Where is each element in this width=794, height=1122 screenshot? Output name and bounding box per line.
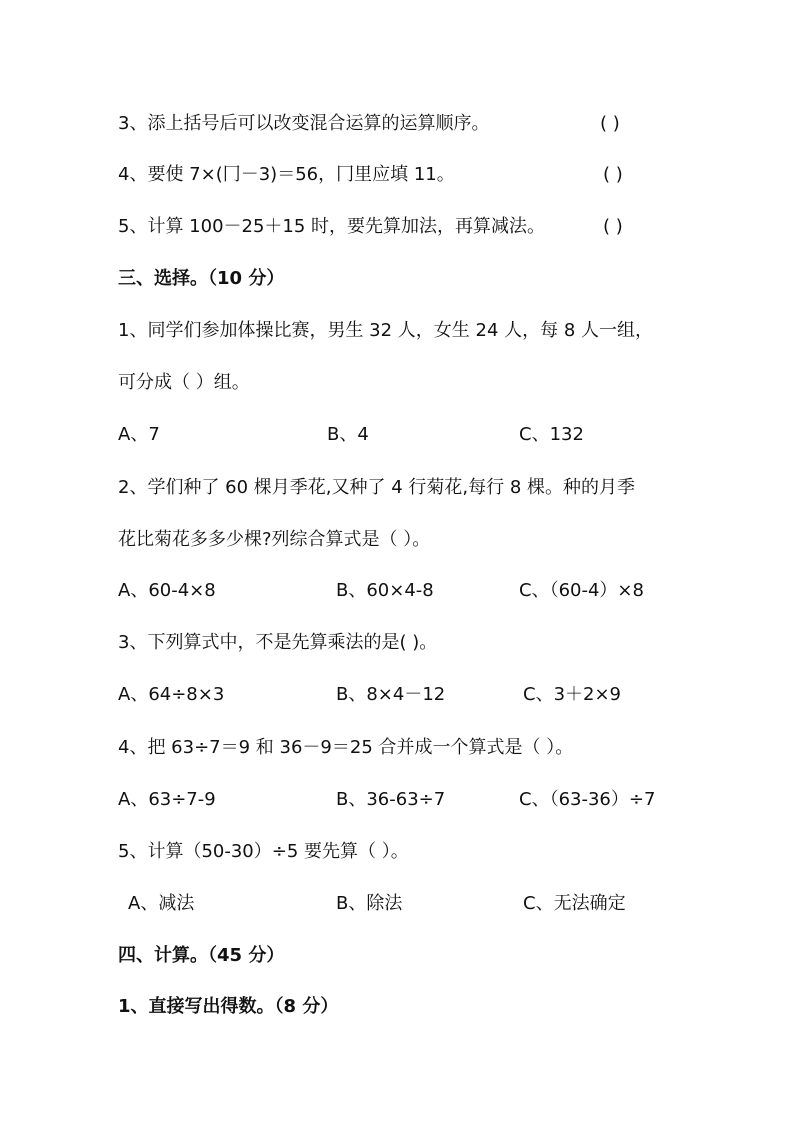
choice-q2-line-2: 花比菊花多多少棵?列综合算式是（ ）。 <box>118 529 431 550</box>
judgment-item-5: 5、计算 100－25＋15 时，要先算加法，再算减法。 <box>118 216 546 237</box>
choice-q1-option-b[interactable]: B、4 <box>327 424 369 445</box>
judgment-item-4: 4、要使 7×(冂－3)＝56，冂里应填 11。 <box>118 164 455 185</box>
choice-q4-line-1: 4、把 63÷7＝9 和 36－9＝25 合并成一个算式是（ ）。 <box>118 737 574 758</box>
choice-q4-option-c[interactable]: C、（63-36）÷7 <box>519 789 656 810</box>
choice-q2-option-b[interactable]: B、60×4-8 <box>336 580 434 601</box>
choice-q1-option-c[interactable]: C、132 <box>519 424 584 445</box>
judgment-answer-blank-4[interactable]: ( ) <box>603 164 623 185</box>
choice-q2-line-1: 2、学们种了 60 棵月季花,又种了 4 行菊花,每行 8 棵。种的月季 <box>118 477 636 498</box>
choice-q3-line-1: 3、下列算式中，不是先算乘法的是( )。 <box>118 632 438 653</box>
section-4-sub-1: 1、直接写出得数。（8 分） <box>118 996 339 1017</box>
choice-q3-option-c[interactable]: C、3＋2×9 <box>523 684 622 705</box>
choice-q5-option-c[interactable]: C、无法确定 <box>523 893 626 914</box>
choice-q5-option-a[interactable]: A、减法 <box>128 893 195 914</box>
choice-q1-line-2: 可分成（ ）组。 <box>118 372 250 393</box>
section-3-title: 三、选择。（10 分） <box>118 268 285 289</box>
section-4-title: 四、计算。（45 分） <box>118 945 285 966</box>
choice-q1-line-1: 1、同学们参加体操比赛，男生 32 人，女生 24 人，每 8 人一组， <box>118 320 654 341</box>
judgment-answer-blank-3[interactable]: ( ) <box>600 113 620 134</box>
choice-q4-option-b[interactable]: B、36-63÷7 <box>336 789 446 810</box>
choice-q2-option-a[interactable]: A、60-4×8 <box>118 580 216 601</box>
choice-q3-option-a[interactable]: A、64÷8×3 <box>118 684 225 705</box>
choice-q3-option-b[interactable]: B、8×4－12 <box>336 684 446 705</box>
choice-q2-option-c[interactable]: C、（60-4）×8 <box>519 580 644 601</box>
judgment-answer-blank-5[interactable]: ( ) <box>603 216 623 237</box>
choice-q4-option-a[interactable]: A、63÷7-9 <box>118 789 216 810</box>
choice-q1-option-a[interactable]: A、7 <box>118 424 160 445</box>
judgment-item-3: 3、添上括号后可以改变混合运算的运算顺序。 <box>118 113 490 134</box>
choice-q5-option-b[interactable]: B、除法 <box>336 893 403 914</box>
choice-q5-line-1: 5、计算（50-30）÷5 要先算（ ）。 <box>118 841 409 862</box>
